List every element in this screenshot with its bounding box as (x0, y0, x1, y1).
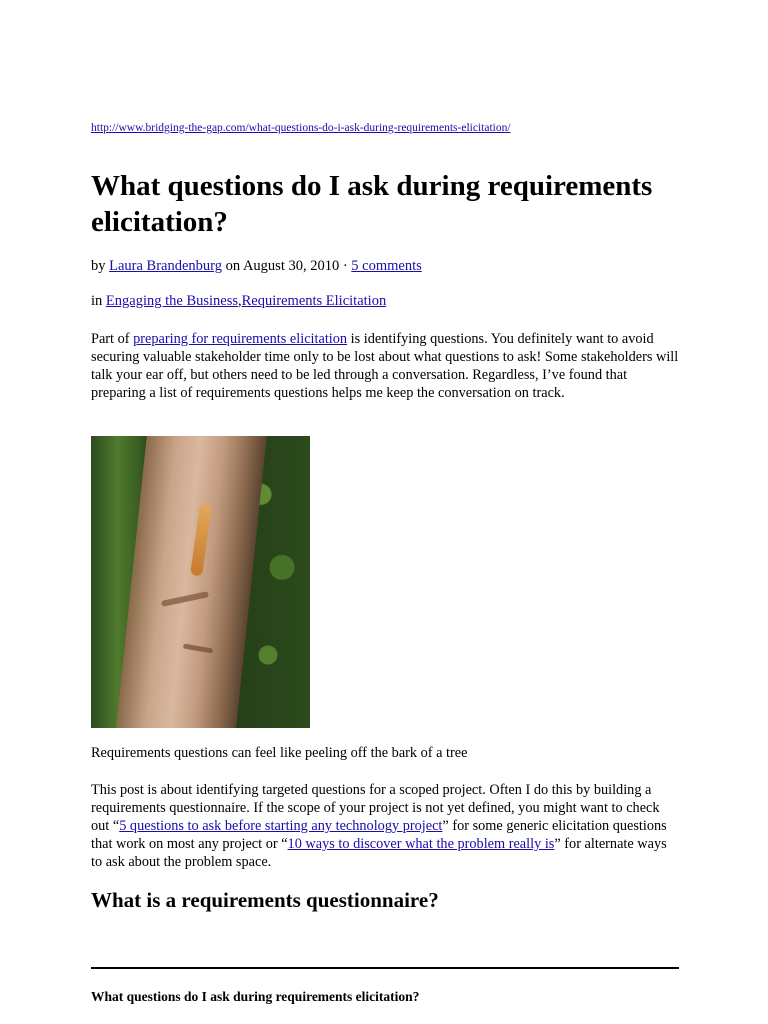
section-heading-questionnaire: What is a requirements questionnaire? (91, 888, 439, 912)
page-footer-title: What questions do I ask during requirements elicitation? (91, 989, 420, 1004)
comments-link[interactable]: 5 comments (351, 258, 422, 274)
five-questions-link[interactable]: 5 questions to ask before starting any technology project (119, 818, 443, 834)
paragraph-intro-post: is identifying questions. You definitely want to avoid securing valuable stakeholder time only to be lost about what questions to ask! Some stakeholders will talk your ear off, but others need to be led through a conversation. Regardless, I’ve found that preparing a list of requirements questions helps me keep the conversation on track. (91, 331, 679, 401)
paragraph-scope-pre: This post is about identifying targeted questions for a scoped project. Often I do this by building a requirements questionnaire. If the scope of your project is not yet defined, you might want to check out “ (91, 782, 660, 834)
ten-ways-link[interactable]: 10 ways to discover what the problem really is (287, 836, 555, 852)
byline (91, 258, 422, 275)
category-link-engaging-business[interactable]: Engaging the Business (105, 293, 239, 309)
article-title: What questions do I ask during requirements elicitation? (91, 170, 653, 238)
preparing-elicitation-link[interactable]: preparing for requirements elicitation (133, 331, 348, 347)
paragraph-intro-pre: Part of (91, 331, 134, 347)
category-separator: , (238, 293, 242, 309)
page-divider (91, 967, 679, 969)
byline-prefix: by (91, 258, 110, 274)
paragraph-scope-mid: ” for some generic elicitation questions that work on most any project or “ (91, 818, 667, 852)
paragraph-scope-post: ” for alternate ways to ask about the problem space. (91, 836, 667, 870)
category-prefix: in (91, 293, 106, 309)
paragraph-scope (91, 781, 681, 871)
byline-date: on August 30, 2010 · (222, 258, 352, 274)
image-caption: Requirements questions can feel like peeling off the bark of a tree (91, 745, 468, 761)
paragraph-intro (91, 330, 681, 402)
category-link-requirements-elicitation[interactable]: Requirements Elicitation (241, 293, 387, 309)
author-link[interactable]: Laura Brandenburg (109, 258, 222, 274)
tree-bark-photo (91, 436, 310, 728)
source-url-link[interactable]: http://www.bridging-the-gap.com/what-questions-do-i-ask-during-requirements-elicitation/ (91, 122, 511, 134)
category-line (91, 293, 386, 310)
